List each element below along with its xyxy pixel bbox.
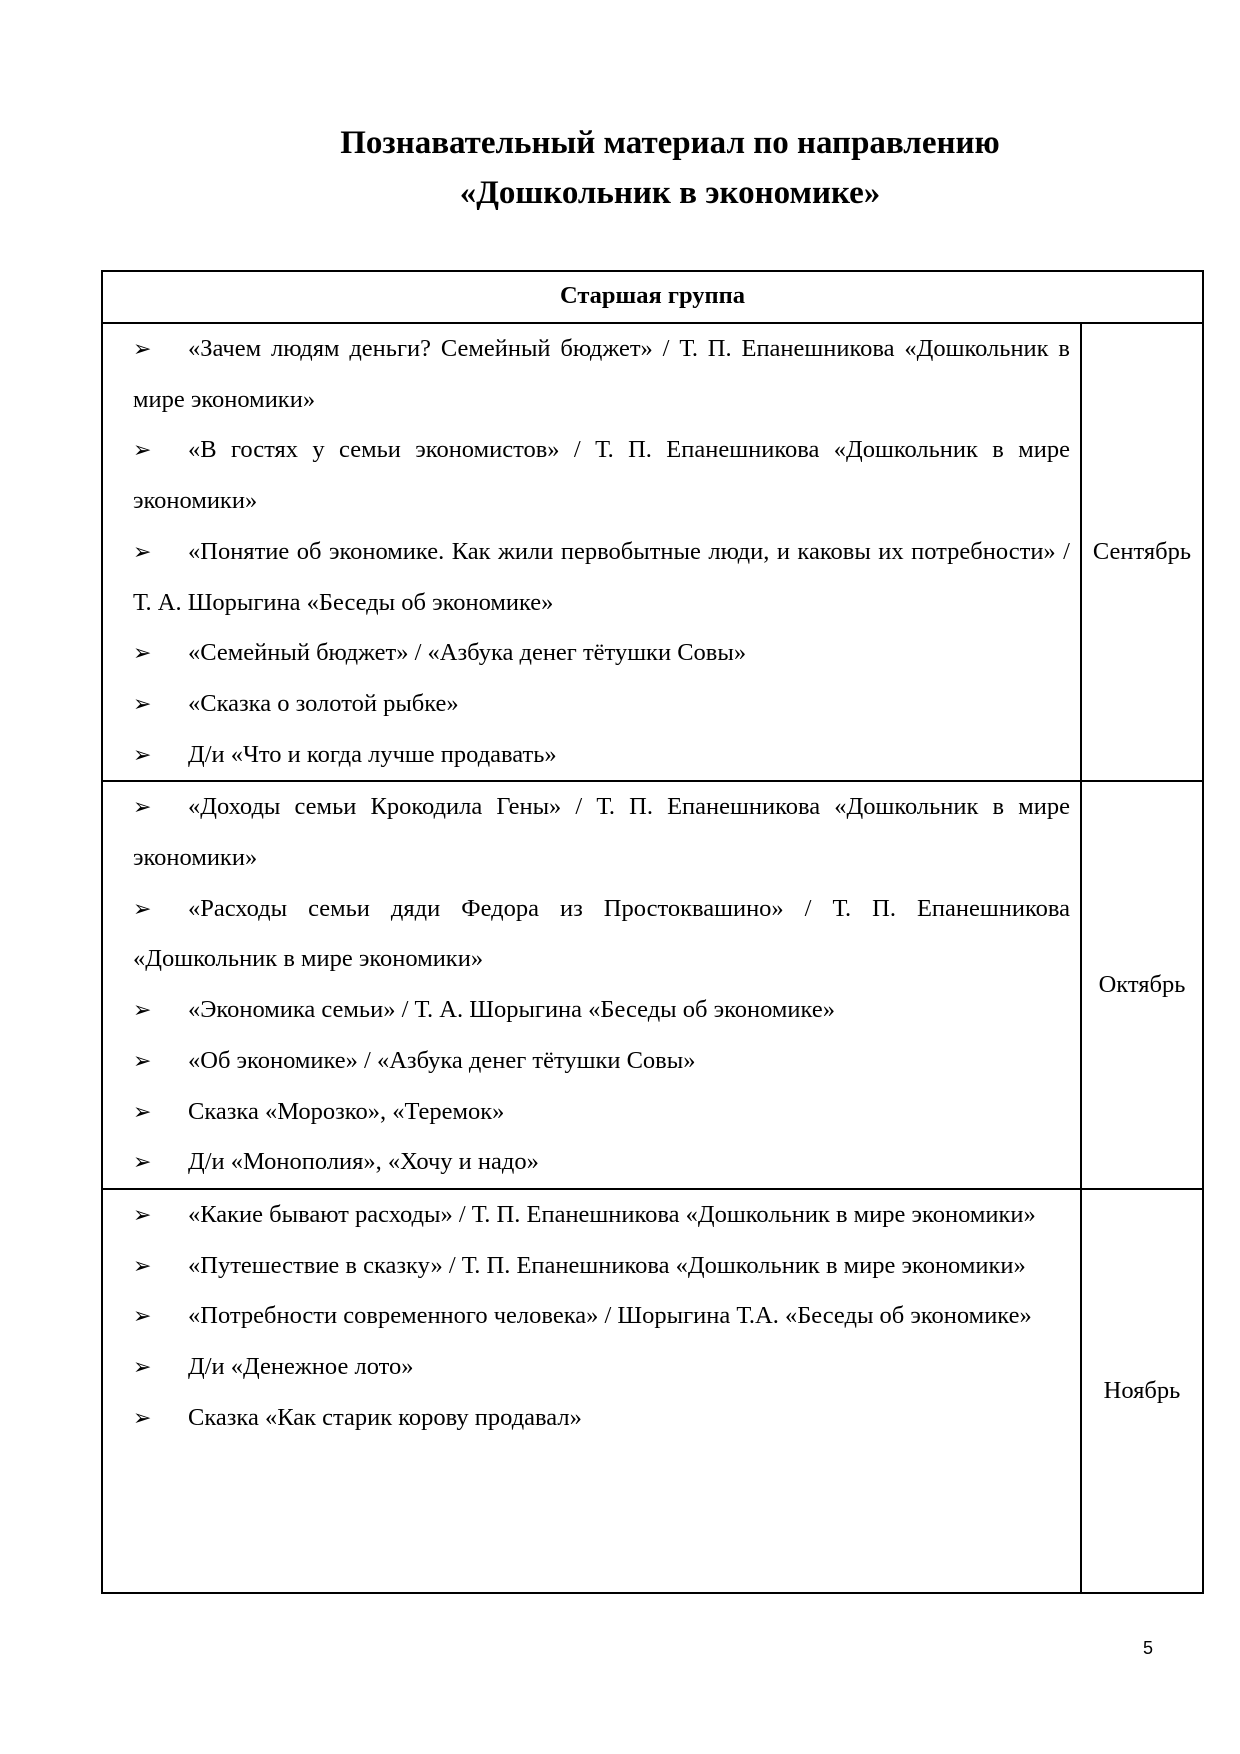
item-text: Д/и «Что и когда лучше продавать» <box>188 740 557 768</box>
month-cell: Октябрь <box>1081 781 1203 1189</box>
item-text: «Зачем людям деньги? Семейный бюджет» / Т. П. Епанешникова «Дошкольник в мире экономики» <box>133 335 1070 413</box>
arrow-bullet-icon: ➢ <box>133 1149 152 1175</box>
arrow-bullet-icon: ➢ <box>133 1252 152 1278</box>
list-item <box>133 527 1070 628</box>
list-item <box>133 1087 1070 1138</box>
item-text: «Путешествие в сказку» / Т. П. Епанешникова «Дошкольник в мире экономики» <box>188 1251 1026 1279</box>
item-text: «Какие бывают расходы» / Т. П. Епанешникова «Дошкольник в мире экономики» <box>188 1200 1036 1228</box>
month-cell: Ноябрь <box>1081 1189 1203 1593</box>
items-cell <box>102 1189 1081 1593</box>
list-item <box>133 985 1070 1036</box>
item-text: «Сказка о золотой рыбке» <box>188 689 459 717</box>
arrow-bullet-icon: ➢ <box>133 794 152 820</box>
title-line-2: «Дошкольник в экономике» <box>459 175 881 211</box>
arrow-bullet-icon: ➢ <box>133 1354 152 1380</box>
page-title <box>180 118 1160 218</box>
item-text: «В гостях у семьи экономистов» / Т. П. Епанешникова «Дошкольник в мире экономики» <box>133 436 1070 515</box>
item-text: «Доходы семьи Крокодила Гены» / Т. П. Епанешникова «Дошкольник в мире экономики» <box>133 793 1070 872</box>
list-item <box>133 425 1070 526</box>
list-item <box>133 628 1070 679</box>
list-item <box>133 1036 1070 1087</box>
table-row <box>102 323 1203 781</box>
table-header: Старшая группа <box>102 271 1203 323</box>
arrow-bullet-icon: ➢ <box>133 1201 152 1227</box>
list-item <box>133 1190 1070 1241</box>
arrow-bullet-icon: ➢ <box>133 741 152 767</box>
arrow-bullet-icon: ➢ <box>133 336 152 361</box>
item-text: Д/и «Денежное лото» <box>188 1353 414 1381</box>
list-item <box>133 730 1070 781</box>
item-text: «Расходы семьи дяди Федора из Простоквашино» / Т. П. Епанешникова «Дошкольник в мире экономики» <box>133 894 1070 973</box>
item-text: Сказка «Морозко», «Теремок» <box>188 1097 505 1125</box>
title-line-1: Познавательный материал по направлению <box>340 125 1000 161</box>
list-item <box>133 1241 1070 1292</box>
item-text: Сказка «Как старик корову продавал» <box>188 1403 582 1431</box>
list-item <box>133 1342 1070 1393</box>
list-item <box>133 679 1070 730</box>
arrow-bullet-icon: ➢ <box>133 1047 152 1073</box>
arrow-bullet-icon: ➢ <box>133 1303 152 1329</box>
month-cell: Сентябрь <box>1081 323 1203 781</box>
items-cell <box>102 323 1081 781</box>
arrow-bullet-icon: ➢ <box>133 1098 152 1124</box>
item-text: «Об экономике» / «Азбука денег тётушки Совы» <box>188 1046 696 1074</box>
item-text: «Экономика семьи» / Т. А. Шорыгина «Беседы об экономике» <box>188 996 835 1024</box>
item-text: Д/и «Монополия», «Хочу и надо» <box>188 1148 539 1176</box>
item-text: «Семейный бюджет» / «Азбука денег тётушки Совы» <box>188 639 747 667</box>
table-row <box>102 781 1203 1189</box>
page-number: 5 <box>1143 1638 1154 1658</box>
arrow-bullet-icon: ➢ <box>133 895 152 921</box>
list-item <box>133 1393 1070 1444</box>
table-row <box>102 1189 1203 1593</box>
list-item <box>133 324 1070 425</box>
list-item <box>133 782 1070 883</box>
arrow-bullet-icon: ➢ <box>133 1404 152 1430</box>
list-item <box>133 1137 1070 1188</box>
arrow-bullet-icon: ➢ <box>133 640 152 666</box>
items-cell <box>102 781 1081 1189</box>
arrow-bullet-icon: ➢ <box>133 690 152 716</box>
list-item <box>133 1291 1070 1342</box>
arrow-bullet-icon: ➢ <box>133 997 152 1023</box>
item-text: «Потребности современного человека» / Шорыгина Т.А. «Беседы об экономике» <box>188 1302 1032 1330</box>
item-text: «Понятие об экономике. Как жили первобытные люди, и каковы их потребности» / Т. А. Шорыгина «Беседы об экономике» <box>133 537 1070 616</box>
list-item <box>133 884 1070 985</box>
arrow-bullet-icon: ➢ <box>133 437 152 463</box>
arrow-bullet-icon: ➢ <box>133 538 152 564</box>
activities-table <box>101 270 1204 1594</box>
